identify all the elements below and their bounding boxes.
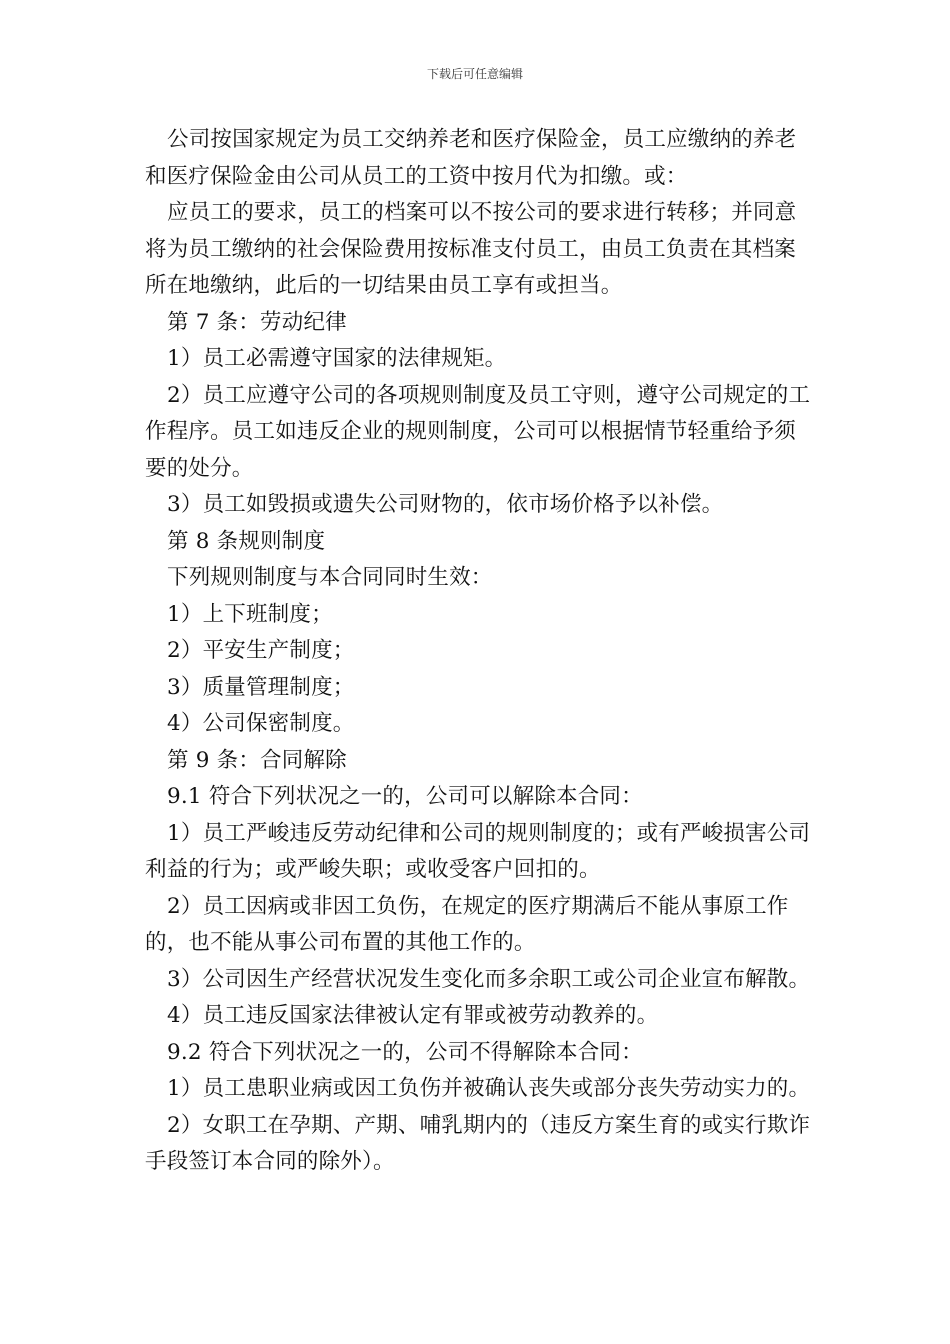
list-item: 1）上下班制度； <box>167 601 333 627</box>
list-item: 4）公司保密制度。 <box>167 711 355 736</box>
list-item: 2）员工应遵守公司的各项规则制度及员工守则，遵守公司规定的工作程序。员工如违反企业的规则制度，公司可以根据情节轻重给予须要的处分。 <box>145 382 811 481</box>
document-body <box>145 122 815 1181</box>
list-item: 3）公司因生产经营状况发生变化而多余职工或公司企业宣布解散。 <box>167 966 811 992</box>
list-item: 2）女职工在孕期、产期、哺乳期内的（违反方案生育的或实行欺诈手段签订本合同的除外）。 <box>145 1112 811 1174</box>
section-heading-article-7: 第 7 条：劳动纪律 <box>167 309 347 335</box>
subsection-heading-9-2: 9.2 符合下列状况之一的，公司不得解除本合同： <box>167 1039 643 1065</box>
list-item: 1）员工必需遵守国家的法律规矩。 <box>167 346 507 371</box>
list-item: 3）质量管理制度； <box>167 674 355 700</box>
page-header: 下载后可任意编辑 <box>426 67 523 81</box>
paragraph-archive-transfer: 应员工的要求，员工的档案可以不按公司的要求进行转移；并同意将为员工缴纳的社会保险费用按标准支付员工，由员工负责在其档案所在地缴纳，此后的一切结果由员工享有或担当。 <box>145 200 797 298</box>
subsection-heading-9-1: 9.1 符合下列状况之一的，公司可以解除本合同： <box>167 784 643 809</box>
paragraph-social-insurance: 公司按国家规定为员工交纳养老和医疗保险金，员工应缴纳的养老和医疗保险金由公司从员工的工资中按月代为扣缴。或： <box>145 127 797 189</box>
list-item: 1）员工严峻违反劳动纪律和公司的规则制度的；或有严峻损害公司利益的行为；或严峻失职；或收受客户回扣的。 <box>145 820 811 882</box>
list-item: 4）员工违反国家法律被认定有罪或被劳动教养的。 <box>167 1003 659 1028</box>
section-heading-article-9: 第 9 条：合同解除 <box>167 747 347 773</box>
paragraph-rules-intro: 下列规则制度与本合同同时生效： <box>167 565 493 590</box>
list-item: 3）员工如毁损或遗失公司财物的，依市场价格予以补偿。 <box>167 492 724 517</box>
list-item: 2）员工因病或非因工负伤，在规定的医疗期满后不能从事原工作的，也不能从事公司布置的其他工作的。 <box>145 893 789 955</box>
section-heading-article-8: 第 8 条规则制度 <box>167 528 326 554</box>
list-item: 2）平安生产制度； <box>167 638 355 663</box>
list-item: 1）员工患职业病或因工负伤并被确认丧失或部分丧失劳动实力的。 <box>167 1076 811 1101</box>
